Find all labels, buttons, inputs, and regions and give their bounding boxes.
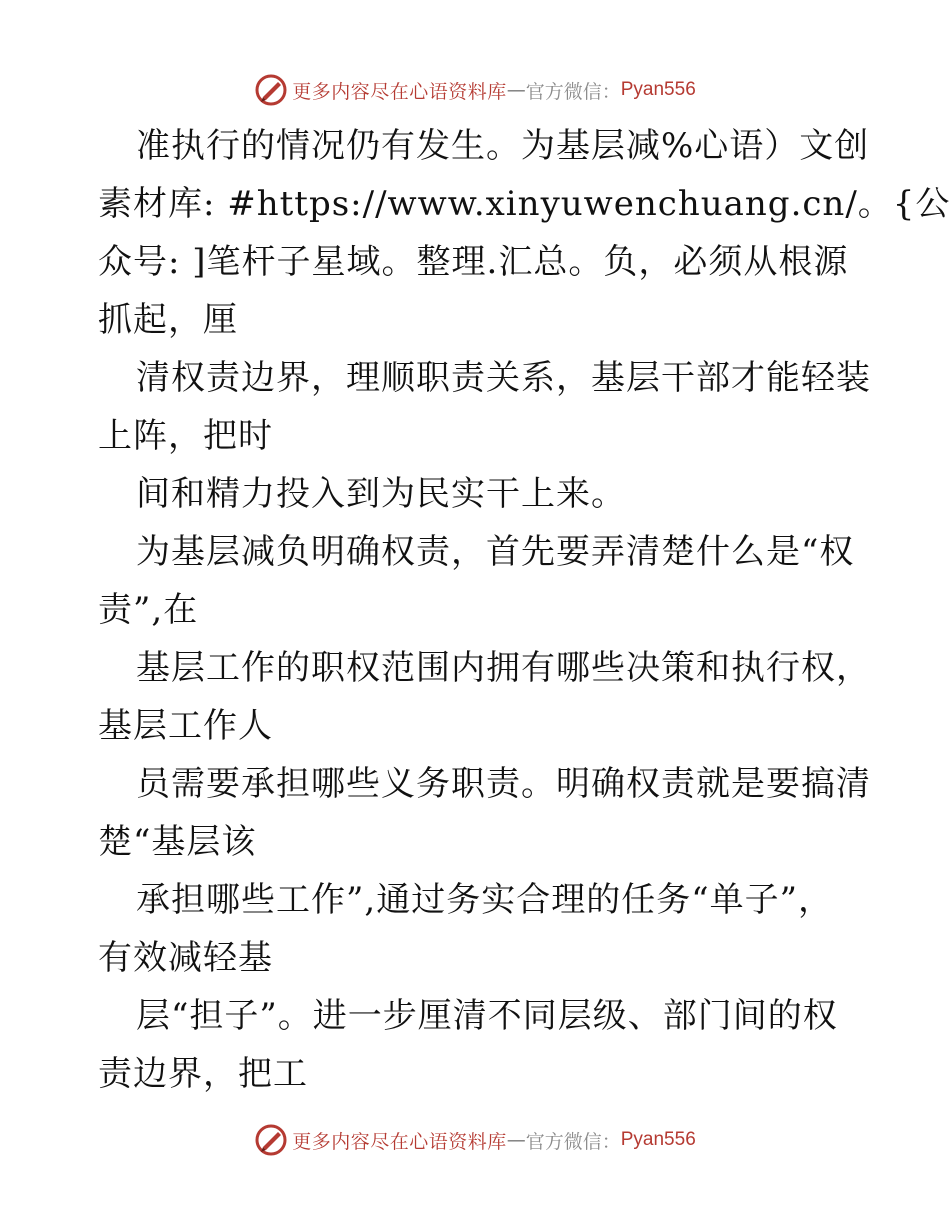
footer-wechat-id: Pyan556 — [620, 1129, 696, 1150]
document-body — [98, 117, 950, 1103]
text-line: 素材库: #https://www.xinyuwenchuang.cn/。{公 — [98, 184, 950, 224]
header-wechat-label: 官方微信： — [525, 80, 621, 103]
footer-wechat-label: 官方微信： — [525, 1130, 621, 1153]
footer-banner — [0, 1120, 950, 1160]
header-separator: — — [506, 79, 526, 101]
brand-logo-icon — [254, 73, 288, 107]
text-line: 楚“基层该 — [98, 822, 257, 862]
text-line: 众号: ]笔杆子星域。整理.汇总。负，必须从根源 — [98, 242, 849, 282]
text-line: 责边界，把工 — [98, 1054, 308, 1094]
text-line: 上阵，把时 — [98, 416, 273, 456]
brand-logo-icon — [254, 1123, 288, 1157]
text-line: 间和精力投入到为民实干上来。 — [136, 474, 626, 514]
header-banner-text: 更多内容尽在心语资料库 — [292, 80, 507, 103]
text-line: 抓起，厘 — [98, 300, 238, 340]
text-line: 基层工作的职权范围内拥有哪些决策和执行权， — [136, 648, 871, 688]
text-line: 清权责边界，理顺职责关系，基层干部才能轻装 — [136, 358, 871, 398]
text-line: 员需要承担哪些义务职责。明确权责就是要搞清 — [136, 764, 871, 804]
text-line: 基层工作人 — [98, 706, 273, 746]
text-line: 为基层减负明确权责，首先要弄清楚什么是“权 — [136, 532, 855, 572]
header-wechat-id: Pyan556 — [620, 79, 696, 100]
text-line: 责”,在 — [98, 590, 199, 630]
text-line: 有效减轻基 — [98, 938, 273, 978]
text-line: 层“担子”。进一步厘清不同层级、部门间的权 — [136, 996, 838, 1036]
footer-banner-text: 更多内容尽在心语资料库 — [292, 1130, 507, 1153]
text-line: 承担哪些工作”,通过务实合理的任务“单子”， — [136, 880, 833, 920]
text-line: 准执行的情况仍有发生。为基层减%心语）文创 — [136, 126, 870, 166]
header-banner — [0, 70, 950, 110]
footer-separator: — — [506, 1129, 526, 1151]
